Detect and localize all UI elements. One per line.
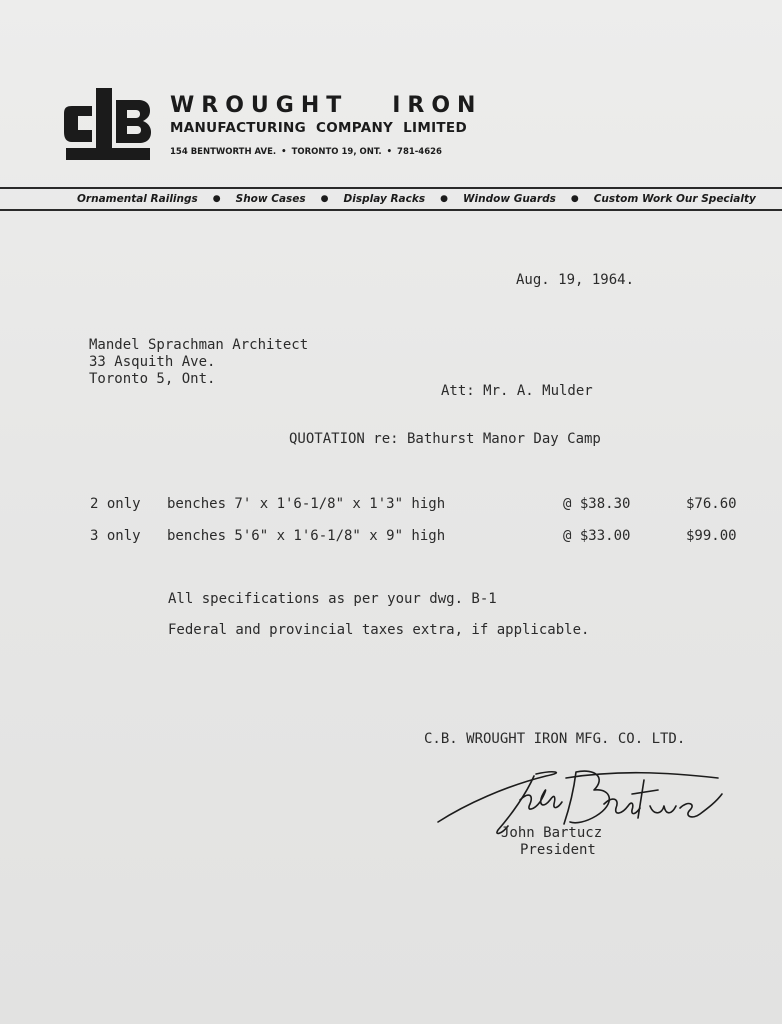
item-description: benches 5'6" x 1'6-1/8" x 9" high bbox=[167, 528, 446, 544]
bullet-separator: • bbox=[386, 147, 393, 157]
company-city: TORONTO 19, ONT. bbox=[291, 147, 382, 157]
recipient-city: Toronto 5, Ont. bbox=[89, 371, 216, 387]
bullet-separator: ● bbox=[440, 194, 448, 204]
recipient-street: 33 Asquith Ave. bbox=[89, 354, 216, 370]
bullet-separator: • bbox=[281, 147, 287, 157]
company-logo bbox=[62, 86, 154, 162]
recipient-name: Mandel Sprachman Architect bbox=[89, 337, 309, 353]
specialties-bar bbox=[77, 193, 756, 205]
item-quantity: 2 only bbox=[90, 496, 141, 512]
letterhead-rule-bottom bbox=[0, 209, 782, 211]
item-total: $76.60 bbox=[686, 496, 737, 512]
tax-note: Federal and provincial taxes extra, if applicable. bbox=[168, 622, 590, 638]
item-unit-price: @ $33.00 bbox=[563, 528, 631, 544]
signatory-title: President bbox=[520, 842, 596, 858]
bullet-separator: ● bbox=[212, 194, 221, 204]
specification-note: All specifications as per your dwg. B-1 bbox=[168, 591, 497, 607]
specialty-show-cases: Show Cases bbox=[235, 193, 306, 205]
specialty-ornamental-railings: Ornamental Railings bbox=[77, 193, 198, 205]
bullet-separator: ● bbox=[570, 194, 579, 204]
company-subtitle: MANUFACTURING COMPANY LIMITED bbox=[170, 120, 467, 136]
company-phone: 781-4626 bbox=[397, 147, 442, 157]
letterhead-rule-top bbox=[0, 187, 782, 189]
attention-line: Att: Mr. A. Mulder bbox=[441, 383, 593, 399]
company-name: WROUGHT IRON bbox=[170, 93, 483, 118]
signatory-name: John Bartucz bbox=[501, 825, 603, 841]
bullet-separator: ● bbox=[320, 194, 329, 204]
specialty-custom-work: Custom Work Our Specialty bbox=[593, 193, 756, 205]
item-unit-price: @ $38.30 bbox=[563, 496, 631, 512]
specialty-window-guards: Window Guards bbox=[462, 193, 556, 205]
item-total: $99.00 bbox=[686, 528, 737, 544]
letter-date: Aug. 19, 1964. bbox=[516, 272, 635, 288]
company-address-line bbox=[170, 147, 442, 157]
item-quantity: 3 only bbox=[90, 528, 141, 544]
item-description: benches 7' x 1'6-1/8" x 1'3" high bbox=[167, 496, 446, 512]
company-street: 154 BENTWORTH AVE. bbox=[170, 147, 277, 157]
closing-company-name: C.B. WROUGHT IRON MFG. CO. LTD. bbox=[424, 731, 686, 747]
specialty-display-racks: Display Racks bbox=[343, 193, 426, 205]
quotation-subject: QUOTATION re: Bathurst Manor Day Camp bbox=[289, 431, 601, 447]
